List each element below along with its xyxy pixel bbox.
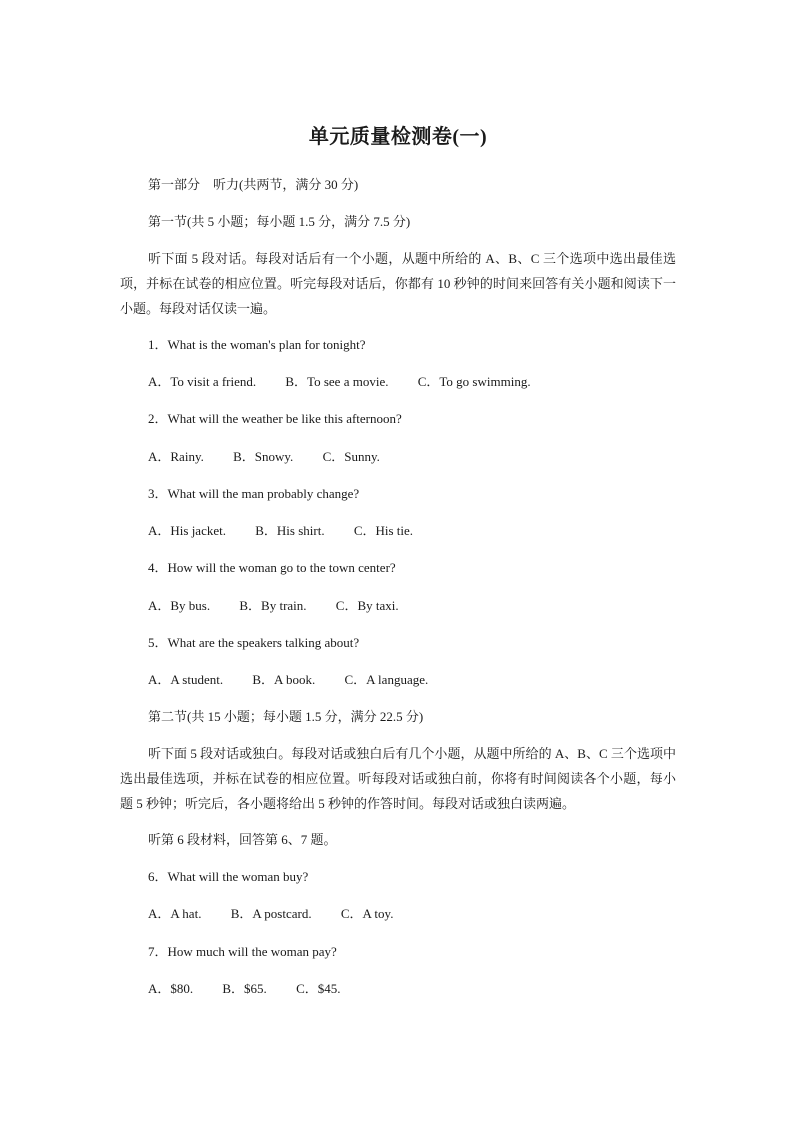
option-a[interactable]: A．By bus. [148, 598, 211, 613]
option-c[interactable]: C．$45. [296, 981, 341, 996]
question-options [148, 905, 393, 923]
option-b[interactable]: B．By train. [239, 598, 307, 613]
question-stem: 7．How much will the woman pay? [148, 944, 337, 959]
option-b[interactable]: B．Snowy. [233, 449, 294, 464]
question-options [148, 597, 399, 615]
option-b[interactable]: B．To see a movie. [285, 374, 389, 389]
question-stem: 3．What will the man probably change? [148, 486, 360, 501]
section2-heading: 第二节(共 15 小题；每小题 1.5 分，满分 22.5 分) [148, 709, 424, 724]
question-stem: 6．What will the woman buy? [148, 869, 309, 884]
question-options [148, 671, 428, 689]
section1-heading: 第一节(共 5 小题；每小题 1.5 分，满分 7.5 分) [148, 214, 411, 229]
option-a[interactable]: A．To visit a friend. [148, 374, 257, 389]
part-heading: 第一部分 听力(共两节，满分 30 分) [148, 177, 359, 192]
option-c[interactable]: C．To go swimming. [417, 374, 531, 389]
option-c[interactable]: C．By taxi. [335, 598, 399, 613]
question-stem: 4．How will the woman go to the town center? [148, 560, 396, 575]
option-b[interactable]: B．A postcard. [230, 906, 312, 921]
option-a[interactable]: A．A hat. [148, 906, 202, 921]
question-options [148, 522, 413, 540]
question-options [148, 373, 531, 391]
section1-instructions: 听下面 5 段对话。每段对话后有一个小题，从题中所给的 A、B、C 三个选项中选出最佳选项，并标在试卷的相应位置。听完每段对话后，你都有 10 秒钟的时间来回答有关小题和阅读下一小题。每段对话仅读一遍。 [120, 251, 676, 316]
exam-title: 单元质量检测卷(一) [308, 126, 488, 148]
option-c[interactable]: C．His tie. [353, 523, 414, 538]
option-b[interactable]: B．$65. [222, 981, 267, 996]
material-note: 听第 6 段材料，回答第 6、7 题。 [148, 832, 337, 847]
option-a[interactable]: A．Rainy. [148, 449, 204, 464]
option-c[interactable]: C．A toy. [340, 906, 394, 921]
option-a[interactable]: A．$80. [148, 981, 194, 996]
option-c[interactable]: C．A language. [344, 672, 429, 687]
question-stem: 2．What will the weather be like this afternoon? [148, 411, 402, 426]
question-options [148, 980, 340, 998]
option-a[interactable]: A．A student. [148, 672, 224, 687]
question-stem: 5．What are the speakers talking about? [148, 635, 360, 650]
option-b[interactable]: B．A book. [252, 672, 316, 687]
section2-instructions: 听下面 5 段对话或独白。每段对话或独白后有几个小题，从题中所给的 A、B、C 三个选项中选出最佳选项，并标在试卷的相应位置。听每段对话或独白前，你将有时间阅读各个小题，每小题 5 秒钟；听完后，各小题将给出 5 秒钟的作答时间。每段对话或独白读两遍。 [120, 746, 676, 811]
question-stem: 1．What is the woman's plan for tonight? [148, 337, 366, 352]
option-a[interactable]: A．His jacket. [148, 523, 226, 538]
question-options [148, 448, 380, 466]
option-b[interactable]: B．His shirt. [255, 523, 325, 538]
option-c[interactable]: C．Sunny. [322, 449, 380, 464]
